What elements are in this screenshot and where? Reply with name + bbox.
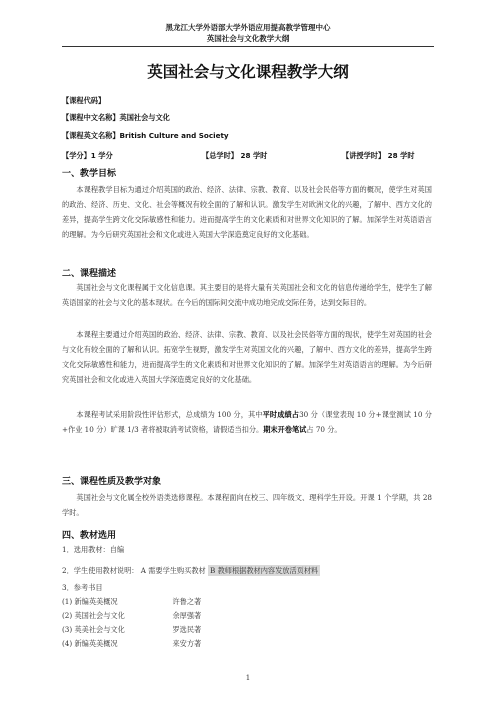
reference-author: 余厚强著 (172, 611, 202, 620)
reference-number: (4) (62, 639, 73, 648)
section-2-heading: 二、课程描述 (62, 269, 117, 279)
reference-item (62, 611, 201, 621)
course-code: 【课程代码】 (62, 96, 106, 105)
page-title: 英国社会与文化课程教学大纲 (147, 63, 349, 81)
reference-item (62, 625, 201, 635)
course-credit: 【学分】1 学分 (62, 151, 113, 160)
assessment-text-a: 本课程考试采用阶段性评估形式，总成绩为 100 分，其中 (76, 410, 263, 419)
page-number: 1 (245, 674, 251, 682)
header-rule (62, 46, 434, 47)
reference-title: 英美社会与文化 (74, 625, 125, 634)
reference-author: 罗选民著 (172, 625, 202, 634)
section-1-paragraph: 本课程教学目标为通过介绍英国的政治、经济、法律、宗教、教育、以及社会民俗等方面的概况，使学生对英国的政治、经济、历史、文化、社会等概况有较全面的了解和认识。激发学生对欧洲文化的兴趣，了解中、西方文化的差异，提高学生跨文化交际敏感性和能力。进而提高学生的文化素质和对世界文化知识的了解。加深学生对英语语言的理解。为今后研究英国社会和文化或进入英国大学深造奠定良好的文化基础。 (62, 185, 432, 239)
course-total-hours: 【总学时】 28 学时 (202, 151, 268, 160)
reference-title: 英国社会与文化 (74, 611, 125, 620)
section-4-heading: 四、教材选用 (62, 531, 117, 541)
section-3-paragraph: 英国社会与文化属全校外语类选修课程。本课程面向在校三、四年级文、理科学生开设。开课 1 个学期，共 28 学时。 (62, 493, 432, 517)
textbook-usage-item (62, 566, 320, 576)
header-line-2: 英国社会与文化教学大纲 (206, 34, 290, 43)
reference-number: (1) (62, 597, 73, 606)
reference-title: 新编英美概况 (74, 597, 118, 606)
header-line-1: 黑龙江大学外语部大学外语应用提高教学管理中心 (165, 23, 331, 32)
section-2-paragraph-3 (62, 407, 432, 437)
reference-number: (2) (62, 611, 73, 620)
references-heading: 3．参考书目 (62, 583, 103, 592)
reference-title: 新编英美概况 (74, 639, 118, 648)
assessment-text-c: 30 分（课堂表现 10 分+课堂测试 10 分+作业 10 分）旷课 1/3 者将被取消考试资格，请假适当扣分。 (62, 410, 432, 434)
usage-option-b: B 教师根据教材内容发放活页材料 (210, 566, 319, 575)
textbook-item: 1．选用教材：自编 (62, 545, 125, 554)
reference-author: 来安方著 (172, 639, 202, 648)
section-2-paragraph-1: 英国社会与文化课程属于文化信息课。其主要目的是将大量有关英国社会和文化的信息传递给学生，使学生了解英语国家的社会与文化的基本现状。在今后的国际间交流中成功地完成交际任务，达到交际目的。 (62, 283, 432, 307)
section-2-paragraph-2: 本课程主要通过介绍英国的政治、经济、法律、宗教、教育、以及社会民俗等方面的现状，使学生对英国的社会与文化有较全面的了解和认识。拓宽学生视野，激发学生对英国文化的兴趣，了解中、西方文化的差异，提高学生跨文化交际敏感性和能力，进而提高学生的文化素质和对世界文化知识的了解。加深学生对英语语言的理解。为今后研究英国社会和文化或进入英国大学深造奠定良好的文化基础。 (62, 330, 432, 384)
course-cn-name: 【课程中文名称】英国社会与文化 (62, 113, 170, 122)
section-3-heading: 三、课程性质及教学对象 (62, 477, 162, 487)
reference-item (62, 597, 201, 607)
assessment-bold-final: 期末开卷笔试 (263, 425, 307, 434)
assessment-bold-ordinary: 平时成绩占 (262, 410, 300, 419)
reference-number: (3) (62, 625, 73, 634)
section-1-heading: 一、教学目标 (62, 169, 117, 179)
assessment-text-e: 占 70 分。 (306, 425, 342, 434)
reference-author: 许鲁之著 (172, 597, 202, 606)
usage-option-a: A 需要学生购买教材 (140, 566, 206, 575)
reference-item (62, 639, 201, 649)
course-en-name: 【课程英文名称】British Culture and Society (62, 131, 229, 140)
course-lecture-hours: 【讲授学时】 28 学时 (342, 151, 415, 160)
usage-label: 2．学生使用教材说明： (62, 566, 139, 575)
